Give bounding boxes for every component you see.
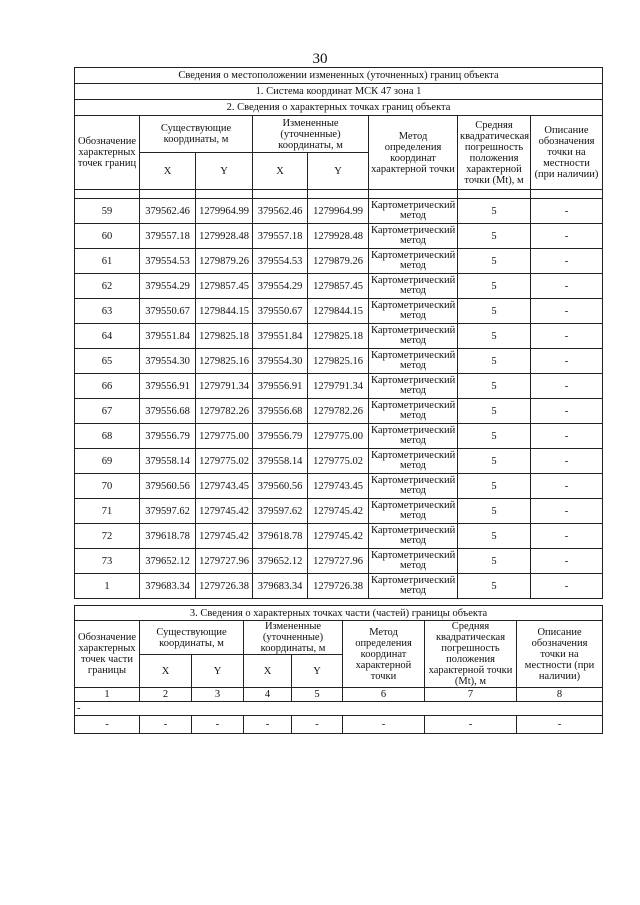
method: Картометрический метод: [369, 299, 458, 324]
table-cell: -: [192, 716, 244, 734]
mean-error: 5: [458, 524, 531, 549]
header-y: Y: [308, 153, 369, 190]
existing-x: 379562.46: [140, 199, 196, 224]
changed-y: 1279964.99: [308, 199, 369, 224]
method: Картометрический метод: [369, 399, 458, 424]
header-y: Y: [192, 655, 244, 688]
changed-y: 1279782.26: [308, 399, 369, 424]
column-number: 3: [192, 688, 244, 702]
table-row: [75, 549, 603, 574]
table-cell: -: [75, 716, 140, 734]
changed-x: 379556.91: [253, 374, 308, 399]
existing-x: 379652.12: [140, 549, 196, 574]
existing-y: 1279775.00: [196, 424, 253, 449]
table-row: [75, 499, 603, 524]
changed-y: 1279775.00: [308, 424, 369, 449]
point-description: -: [531, 349, 603, 374]
column-number: 1: [75, 688, 140, 702]
changed-y: 1279844.15: [308, 299, 369, 324]
existing-y: 1279857.45: [196, 274, 253, 299]
coordinate-system: 1. Система координат МСК 47 зона 1: [75, 84, 603, 100]
changed-y: 1279857.45: [308, 274, 369, 299]
changed-y: 1279745.42: [308, 499, 369, 524]
point-description: -: [531, 274, 603, 299]
mean-error: 5: [458, 299, 531, 324]
changed-x: 379683.34: [253, 574, 308, 599]
method: Картометрический метод: [369, 524, 458, 549]
existing-y: 1279743.45: [196, 474, 253, 499]
existing-x: 379554.53: [140, 249, 196, 274]
point-id: 69: [75, 449, 140, 474]
mean-error: 5: [458, 449, 531, 474]
existing-y: 1279825.16: [196, 349, 253, 374]
existing-y: 1279825.18: [196, 324, 253, 349]
table-cell: -: [292, 716, 343, 734]
table-row: [75, 424, 603, 449]
changed-y: 1279745.42: [308, 524, 369, 549]
mean-error: 5: [458, 349, 531, 374]
point-id: 65: [75, 349, 140, 374]
changed-x: 379652.12: [253, 549, 308, 574]
changed-y: 1279825.18: [308, 324, 369, 349]
changed-x: 379557.18: [253, 224, 308, 249]
existing-y: 1279775.02: [196, 449, 253, 474]
header-y: Y: [196, 153, 253, 190]
column-number: 2: [140, 688, 192, 702]
point-description: -: [531, 499, 603, 524]
header-existing: Существующие координаты, м: [140, 116, 253, 153]
existing-x: 379551.84: [140, 324, 196, 349]
point-id: 73: [75, 549, 140, 574]
method: Картометрический метод: [369, 249, 458, 274]
method: Картометрический метод: [369, 474, 458, 499]
changed-y: 1279775.02: [308, 449, 369, 474]
changed-x: 379554.53: [253, 249, 308, 274]
changed-x: 379550.67: [253, 299, 308, 324]
table-row: [75, 224, 603, 249]
header-point: Обозначение характерных точек границ: [75, 116, 140, 190]
header-error: Средняя квадратическая погрешность положения характерной точки (Mt), м: [458, 116, 531, 190]
table-cell: -: [425, 716, 517, 734]
existing-x: 379556.68: [140, 399, 196, 424]
point-description: -: [531, 324, 603, 349]
header-description: Описание обозначения точки на местности (при наличии): [517, 621, 603, 688]
method: Картометрический метод: [369, 499, 458, 524]
point-id: 67: [75, 399, 140, 424]
mean-error: 5: [458, 474, 531, 499]
column-number: 8: [517, 688, 603, 702]
changed-x: 379618.78: [253, 524, 308, 549]
existing-y: 1279727.96: [196, 549, 253, 574]
point-description: -: [531, 299, 603, 324]
point-id: 66: [75, 374, 140, 399]
header-x: X: [253, 153, 308, 190]
mean-error: 5: [458, 249, 531, 274]
existing-y: 1279726.38: [196, 574, 253, 599]
column-number: 7: [425, 688, 517, 702]
changed-x: 379554.29: [253, 274, 308, 299]
table-row: [75, 449, 603, 474]
existing-x: 379560.56: [140, 474, 196, 499]
mean-error: 5: [458, 374, 531, 399]
existing-x: 379597.62: [140, 499, 196, 524]
table-row: [75, 274, 603, 299]
existing-x: 379683.34: [140, 574, 196, 599]
method: Картометрический метод: [369, 199, 458, 224]
changed-y: 1279726.38: [308, 574, 369, 599]
point-description: -: [531, 424, 603, 449]
existing-x: 379557.18: [140, 224, 196, 249]
part-boundary-points-table: [74, 605, 603, 734]
header-changed: Измененные (уточненные) координаты, м: [253, 116, 369, 153]
existing-x: 379618.78: [140, 524, 196, 549]
mean-error: 5: [458, 274, 531, 299]
changed-y: 1279928.48: [308, 224, 369, 249]
point-id: 63: [75, 299, 140, 324]
table-cell: -: [140, 716, 192, 734]
changed-x: 379556.79: [253, 424, 308, 449]
existing-x: 379550.67: [140, 299, 196, 324]
header-point: Обозначение характерных точек части границы: [75, 621, 140, 688]
header-x: X: [140, 153, 196, 190]
point-id: 72: [75, 524, 140, 549]
existing-x: 379554.29: [140, 274, 196, 299]
point-id: 70: [75, 474, 140, 499]
existing-x: 379556.91: [140, 374, 196, 399]
point-description: -: [531, 399, 603, 424]
mean-error: 5: [458, 574, 531, 599]
point-id: 61: [75, 249, 140, 274]
changed-y: 1279825.16: [308, 349, 369, 374]
method: Картометрический метод: [369, 549, 458, 574]
mean-error: 5: [458, 399, 531, 424]
point-description: -: [531, 549, 603, 574]
point-description: -: [531, 224, 603, 249]
existing-x: 379556.79: [140, 424, 196, 449]
existing-x: 379558.14: [140, 449, 196, 474]
column-number: 4: [244, 688, 292, 702]
changed-x: 379558.14: [253, 449, 308, 474]
point-id: 64: [75, 324, 140, 349]
mean-error: 5: [458, 499, 531, 524]
header-y: Y: [292, 655, 343, 688]
method: Картометрический метод: [369, 449, 458, 474]
table-row: [75, 574, 603, 599]
table-row: [75, 374, 603, 399]
table-row: [75, 199, 603, 224]
existing-y: 1279745.42: [196, 499, 253, 524]
table-row: [75, 299, 603, 324]
header-x: X: [140, 655, 192, 688]
table-row: [75, 324, 603, 349]
method: Картометрический метод: [369, 574, 458, 599]
existing-y: 1279964.99: [196, 199, 253, 224]
point-id: 62: [75, 274, 140, 299]
existing-y: 1279782.26: [196, 399, 253, 424]
changed-x: 379554.30: [253, 349, 308, 374]
method: Картометрический метод: [369, 424, 458, 449]
table-row: [75, 349, 603, 374]
point-id: 71: [75, 499, 140, 524]
point-description: -: [531, 474, 603, 499]
existing-y: 1279928.48: [196, 224, 253, 249]
point-id: 59: [75, 199, 140, 224]
method: Картометрический метод: [369, 324, 458, 349]
mean-error: 5: [458, 199, 531, 224]
table-cell: -: [244, 716, 292, 734]
point-description: -: [531, 524, 603, 549]
existing-y: 1279745.42: [196, 524, 253, 549]
existing-x: 379554.30: [140, 349, 196, 374]
mean-error: 5: [458, 324, 531, 349]
mean-error: 5: [458, 224, 531, 249]
changed-x: 379556.68: [253, 399, 308, 424]
changed-y: 1279879.26: [308, 249, 369, 274]
header-existing: Существующие координаты, м: [140, 621, 244, 655]
column-number: 6: [343, 688, 425, 702]
mean-error: 5: [458, 549, 531, 574]
empty-part-row: -: [75, 702, 603, 716]
changed-y: 1279743.45: [308, 474, 369, 499]
boundary-points-table: [74, 67, 603, 599]
table-row: [75, 474, 603, 499]
method: Картометрический метод: [369, 374, 458, 399]
table-row: [75, 249, 603, 274]
point-description: -: [531, 449, 603, 474]
mean-error: 5: [458, 424, 531, 449]
header-method: Метод определения координат характерной точки: [369, 116, 458, 190]
header-x: X: [244, 655, 292, 688]
existing-y: 1279791.34: [196, 374, 253, 399]
point-id: 1: [75, 574, 140, 599]
changed-x: 379551.84: [253, 324, 308, 349]
point-description: -: [531, 199, 603, 224]
table-row: [75, 524, 603, 549]
changed-x: 379560.56: [253, 474, 308, 499]
header-method: Метод определения координат характерной точки: [343, 621, 425, 688]
header-description: Описание обозначения точки на местности (при наличии): [531, 116, 603, 190]
table-title: Сведения о местоположении измененных (уточненных) границ объекта: [75, 68, 603, 84]
table-cell: -: [343, 716, 425, 734]
header-changed: Измененные (уточненные) координаты, м: [244, 621, 343, 655]
header-error: Средняя квадратическая погрешность положения характерной точки (Mt), м: [425, 621, 517, 688]
method: Картометрический метод: [369, 274, 458, 299]
point-description: -: [531, 574, 603, 599]
section-title: 2. Сведения о характерных точках границ объекта: [75, 100, 603, 116]
point-id: 60: [75, 224, 140, 249]
existing-y: 1279879.26: [196, 249, 253, 274]
point-description: -: [531, 374, 603, 399]
method: Картометрический метод: [369, 224, 458, 249]
changed-y: 1279727.96: [308, 549, 369, 574]
page-number: 30: [312, 51, 328, 67]
table-title: 3. Сведения о характерных точках части (частей) границы объекта: [75, 606, 603, 621]
point-description: -: [531, 249, 603, 274]
column-number: 5: [292, 688, 343, 702]
changed-x: 379562.46: [253, 199, 308, 224]
changed-x: 379597.62: [253, 499, 308, 524]
table-row: [75, 399, 603, 424]
method: Картометрический метод: [369, 349, 458, 374]
changed-y: 1279791.34: [308, 374, 369, 399]
point-id: 68: [75, 424, 140, 449]
existing-y: 1279844.15: [196, 299, 253, 324]
table-cell: -: [517, 716, 603, 734]
